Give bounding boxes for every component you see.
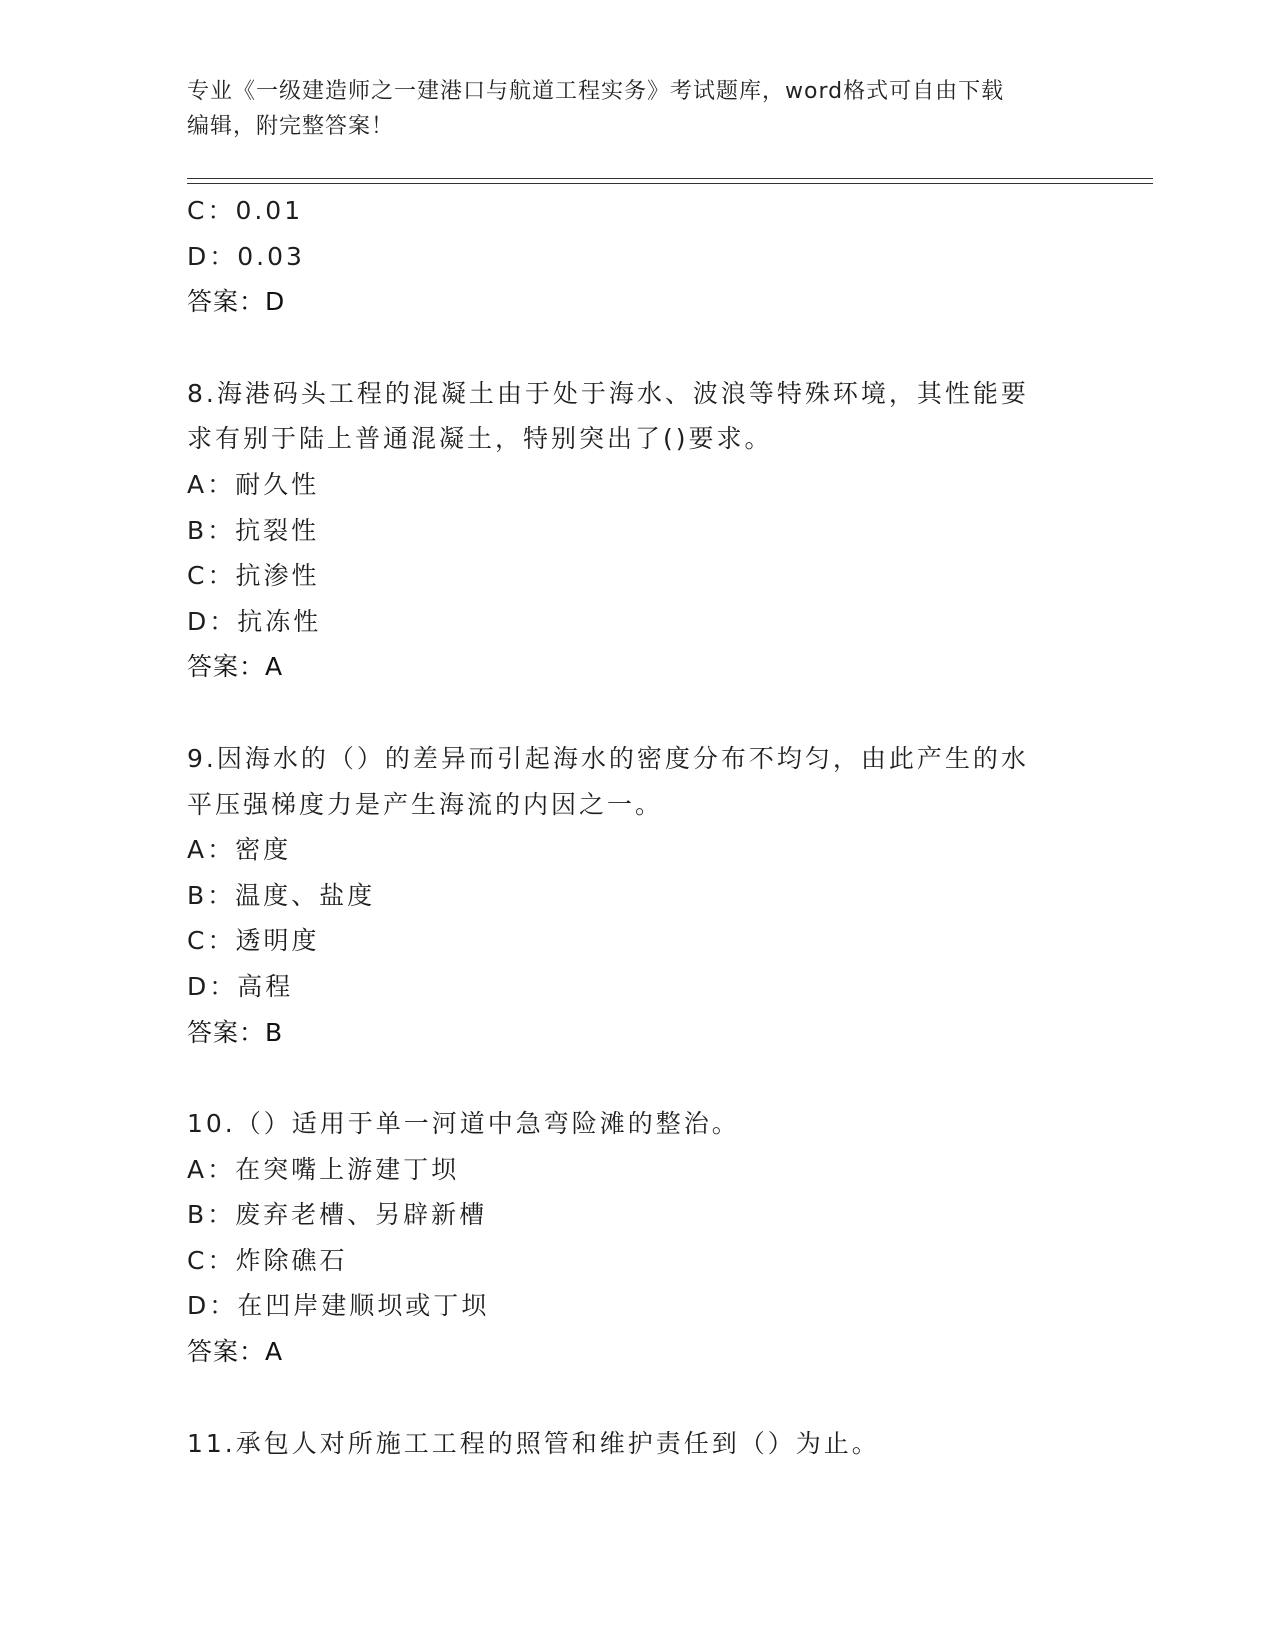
header-divider-bottom [187,183,1153,184]
document-header [187,74,1087,144]
question-text-line: 求有别于陆上普通混凝土，特别突出了()要求。 [187,424,773,454]
answer-line: 答案：A [187,652,284,682]
option-c: C：透明度 [187,926,320,956]
option-d: D：抗冻性 [187,606,322,636]
document-content [187,188,1087,1512]
option-c: C：炸除礁石 [187,1245,348,1275]
option-b: B：温度、盐度 [187,880,376,910]
option-a: A：耐久性 [187,469,320,499]
option-d: D：0.03 [187,241,305,271]
header-line-2: 编辑，附完整答案！ [187,114,395,139]
question-10 [187,1101,1087,1375]
answer-line: 答案：B [187,1017,284,1047]
option-d: D：高程 [187,971,294,1001]
question-text-line: 平压强梯度力是产生海流的内因之一。 [187,789,664,819]
question-text-line: 11.承包人对所施工工程的照管和维护责任到（）为止。 [187,1428,880,1458]
option-b: B：抗裂性 [187,515,320,545]
question-text-line: 10.（）适用于单一河道中急弯险滩的整治。 [187,1109,740,1139]
option-d: D：在凹岸建顺坝或丁坝 [187,1291,490,1321]
question-text-line: 9.因海水的（）的差异而引起海水的密度分布不均匀，由此产生的水 [187,743,1029,773]
question-9 [187,736,1087,1055]
question-text-line: 8.海港码头工程的混凝土由于处于海水、波浪等特殊环境，其性能要 [187,378,1029,408]
header-line-1: 专业《一级建造师之一建港口与航道工程实务》考试题库，word格式可自由下载 [187,79,1005,104]
question-8 [187,371,1087,690]
option-c: C：0.01 [187,196,304,225]
answer-line: 答案：A [187,1337,284,1367]
option-b: B：废弃老槽、另辟新槽 [187,1200,488,1230]
question-11 [187,1421,1087,1467]
header-divider-top [187,178,1153,179]
option-c: C：抗渗性 [187,561,320,591]
answer-line: 答案：D [187,287,286,317]
continued-question [187,188,1087,325]
option-a: A：在突嘴上游建丁坝 [187,1154,460,1184]
option-a: A：密度 [187,835,292,865]
